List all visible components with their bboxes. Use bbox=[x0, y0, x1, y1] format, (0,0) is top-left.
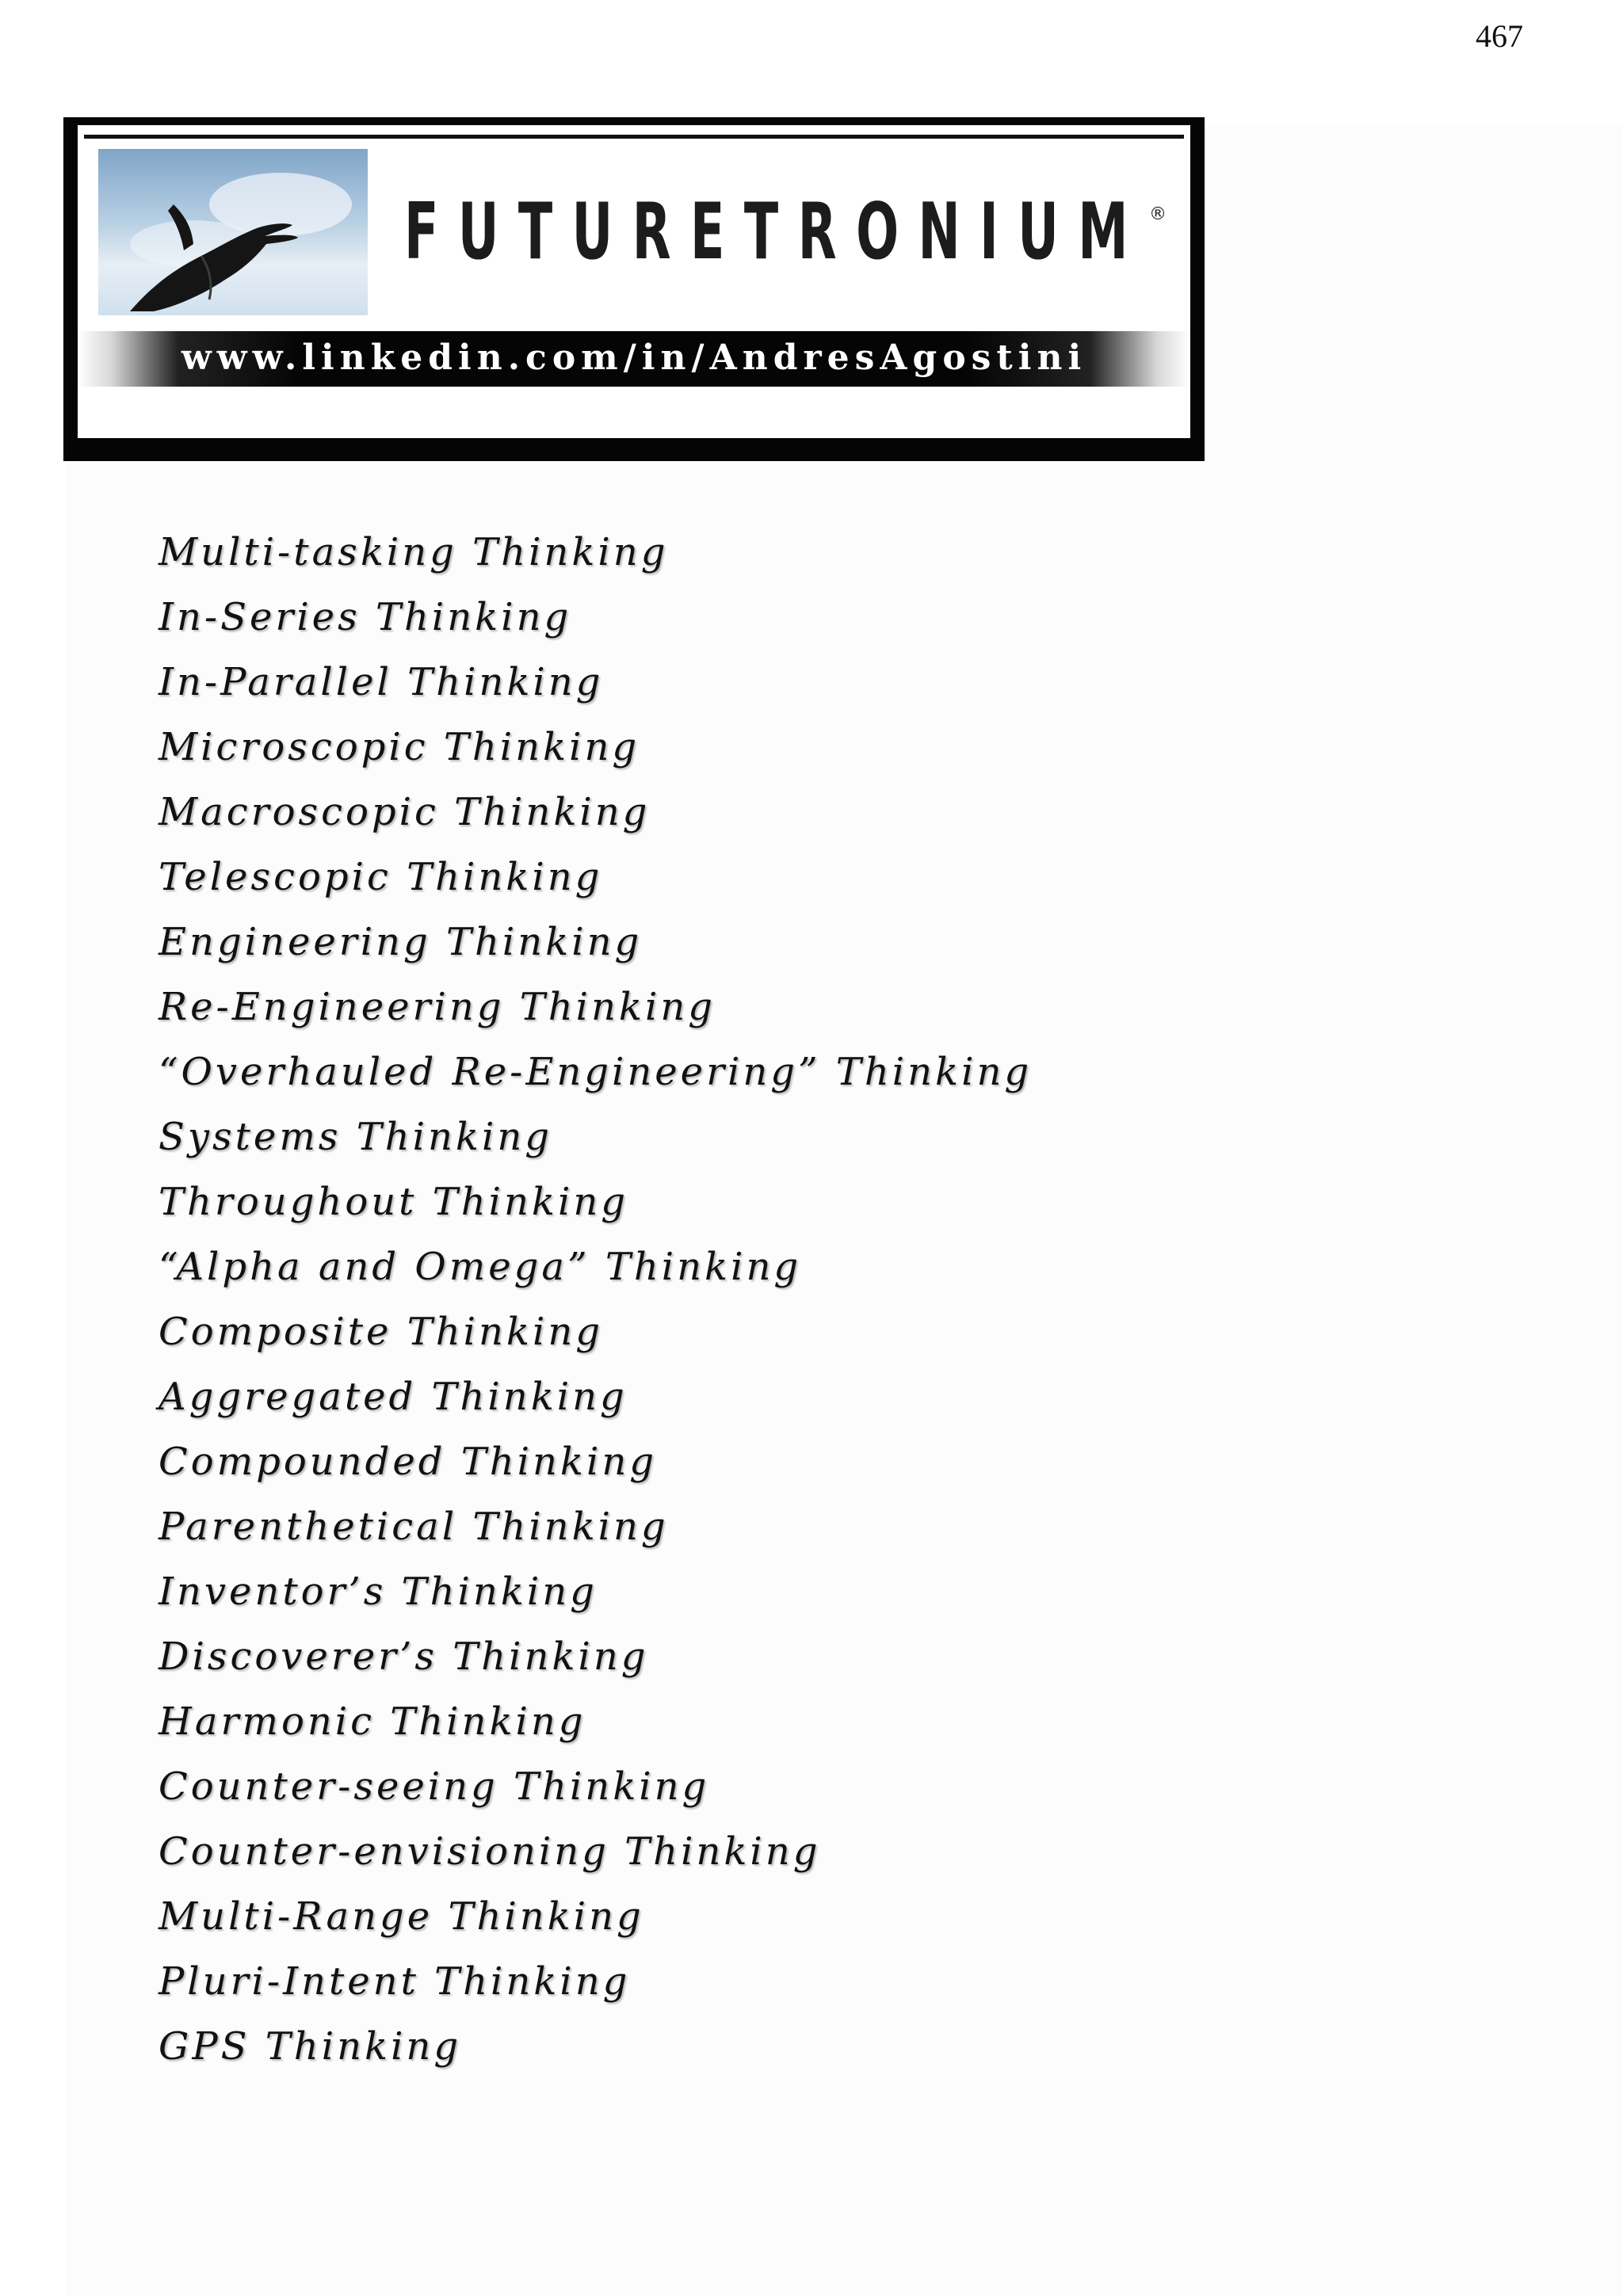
list-item: Engineering Thinking bbox=[158, 920, 643, 964]
thinking-types-list bbox=[158, 520, 1032, 2079]
list-item: Re-Engineering Thinking bbox=[158, 985, 716, 1029]
list-item: Compounded Thinking bbox=[158, 1440, 657, 1484]
list-item: Aggregated Thinking bbox=[158, 1375, 628, 1419]
hand-icon bbox=[98, 149, 368, 315]
page-number: 467 bbox=[1476, 18, 1523, 54]
list-item: “Overhauled Re-Engineering” Thinking bbox=[158, 1050, 1033, 1094]
list-item: In-Parallel Thinking bbox=[158, 660, 604, 704]
list-item: Systems Thinking bbox=[158, 1115, 553, 1159]
list-item: Telescopic Thinking bbox=[158, 855, 603, 899]
list-item: Microscopic Thinking bbox=[158, 725, 640, 769]
registered-mark: ® bbox=[1149, 204, 1167, 224]
list-item: Discoverer’s Thinking bbox=[158, 1634, 649, 1679]
list-item: Harmonic Thinking bbox=[158, 1699, 586, 1744]
list-item: Multi-Range Thinking bbox=[158, 1894, 644, 1939]
banner-divider bbox=[84, 135, 1184, 139]
list-item: In-Series Thinking bbox=[158, 595, 572, 639]
list-item: Inventor’s Thinking bbox=[158, 1569, 598, 1614]
futuretronium-banner bbox=[63, 117, 1205, 461]
list-item: Counter-envisioning Thinking bbox=[158, 1829, 821, 1874]
list-item: Multi-tasking Thinking bbox=[158, 530, 669, 574]
list-item: Macroscopic Thinking bbox=[158, 790, 651, 834]
brand-name: FUTURETRONIUM bbox=[404, 187, 1148, 277]
list-item: Pluri-Intent Thinking bbox=[158, 1959, 631, 2004]
list-item: Parenthetical Thinking bbox=[158, 1505, 669, 1549]
list-item: Counter-seeing Thinking bbox=[158, 1764, 710, 1809]
url-strip bbox=[78, 331, 1190, 387]
list-item: “Alpha and Omega” Thinking bbox=[158, 1245, 802, 1289]
list-item: Throughout Thinking bbox=[158, 1180, 628, 1224]
reaching-hand-sky-image bbox=[98, 149, 368, 315]
banner-logo-panel bbox=[78, 125, 1190, 438]
banner-caption: FUTURETRONIUM, THE BOOK bbox=[287, 399, 981, 431]
list-item: GPS Thinking bbox=[158, 2024, 462, 2069]
linkedin-url: www.linkedin.com/in/AndresAgostini bbox=[181, 338, 1087, 378]
list-item: Composite Thinking bbox=[158, 1310, 603, 1354]
